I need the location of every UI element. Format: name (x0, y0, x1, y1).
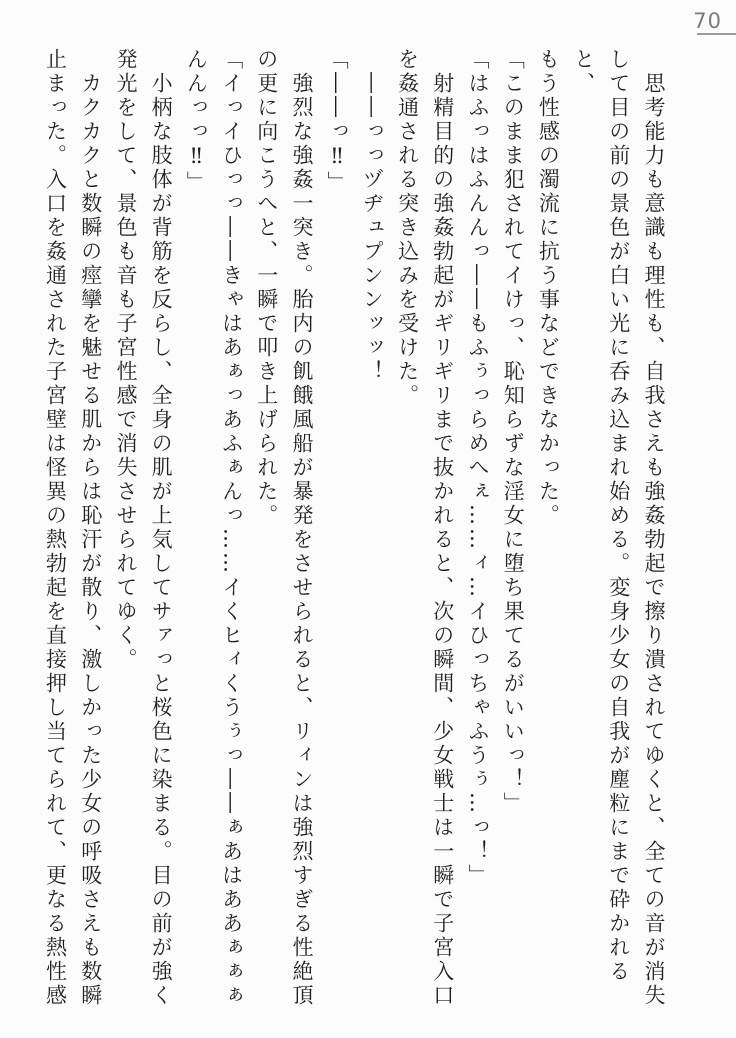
text-line: 強烈な強姦一突き。胎内の飢餓風船が暴発をさせられると、リィンは強烈すぎる性絶頂 (289, 72, 314, 1008)
page-number: 70 (693, 9, 722, 33)
text-line: 小柄な肢体が背筋を反らし、全身の肌が上気してサァっと桜色に染まる。目の前が強く (149, 72, 174, 1008)
text-line: ――っっヅヂュプンンッッ！ (360, 72, 385, 384)
text-line: 「――っ‼」 (325, 48, 350, 195)
text-line: もう性感の濁流に抗う事などできなかった。 (536, 48, 561, 528)
text-line: 「このまま犯されてイけっ、恥知らずな淫女に堕ち果てるがいいっ！」 (501, 48, 526, 816)
text-line: 「はふっはふんんっ――もふぅっらめへぇ……ィ…イひっちゃふうぅ…っ！」 (465, 48, 490, 888)
text-line: 射精目的の強姦勃起がギリギリまで抜かれると、次の瞬間、少女戦士は一瞬で子宮入口 (430, 72, 455, 1008)
text-line: 発光をして、景色も音も子宮性感で消失させられてゆく。 (113, 48, 138, 672)
vertical-text-block (43, 48, 671, 1014)
text-line: を姦通される突き込みを受けた。 (395, 48, 420, 408)
text-line: 思考能力も意識も理性も、自我さえも強姦勃起で擦り潰されてゆくと、全ての音が消失 (642, 72, 666, 1008)
text-line: 「イっイひっっ――きゃはあぁっあふぁんっ……イくヒィくうぅっ――ぁあはああぁぁぁ (219, 48, 244, 1008)
page-number-underline (697, 33, 736, 35)
text-line: の更に向こうへと、一瞬で叩き上げられた。 (254, 48, 279, 528)
text-line: んんっっ‼」 (184, 48, 209, 195)
text-line: カクカクと数瞬の痙攣を魅せる肌からは恥汗が散り、激しかった少女の呼吸さえも数瞬 (78, 72, 103, 1008)
text-line: 止まった。入口を姦通された子宮壁は怪異の熱勃起を直接押し当てられて、更なる熱性感 (43, 48, 68, 1008)
text-line: して目の前の景色が白い光に呑み込まれ始める。変身少女の自我が塵粒にまで砕かれると、 (571, 48, 631, 984)
